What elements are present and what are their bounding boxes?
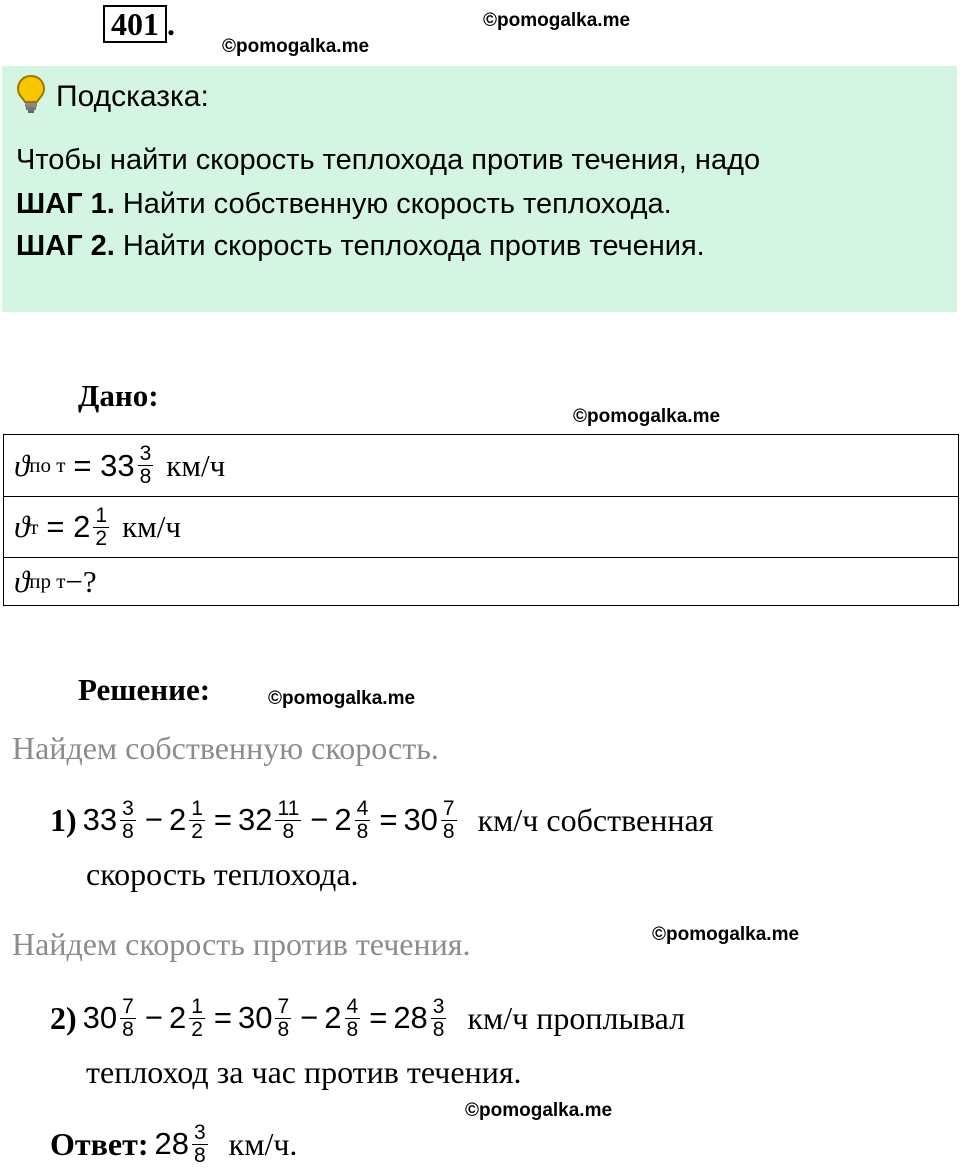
fraction: $\frac{3}{8}$ (139, 442, 152, 488)
operator: − (310, 802, 329, 837)
velocity-symbol: ϑ (14, 447, 30, 483)
fraction: $\frac{3}{8}$ (432, 994, 445, 1041)
velocity-symbol: ϑ (14, 509, 30, 544)
step-intro: Найдем собственную скорость. (12, 730, 439, 766)
unit: км/ч (166, 447, 226, 483)
watermark: ©pomogalka.me (573, 406, 721, 427)
fraction: $\frac{1}{2}$ (95, 503, 108, 550)
solution-step-2 (50, 990, 685, 1046)
watermark: ©pomogalka.me (465, 1100, 613, 1121)
hint-step-text: Найти собственную скорость теплохода. (114, 188, 672, 220)
whole-part: 30 (403, 802, 438, 837)
fraction: $\frac{7}{8}$ (122, 994, 134, 1041)
hint-step-1 (16, 188, 672, 221)
answer-line (50, 1118, 297, 1170)
given-table (3, 434, 959, 606)
task-number-dot: . (167, 6, 175, 42)
answer-label: Ответ: (50, 1125, 149, 1162)
hint-step-label: ШАГ 2. (16, 230, 115, 262)
operator: − (300, 1000, 319, 1035)
whole-part: 30 (82, 1000, 118, 1035)
whole-part: 2 (324, 1000, 342, 1035)
given-row (4, 435, 958, 497)
velocity-subscript: пр т (29, 569, 66, 593)
hint-step-label: ШАГ 1. (16, 188, 115, 220)
operator: = (369, 1000, 388, 1035)
unit: км/ч. (228, 1125, 298, 1162)
fraction: $\frac{1}{2}$ (191, 796, 203, 843)
whole-part: 28 (154, 1126, 189, 1161)
step-label: 2) (50, 999, 77, 1036)
velocity-symbol: ϑ (14, 563, 30, 599)
operator: − (144, 802, 163, 837)
velocity-subscript: по т (29, 453, 66, 477)
whole-part: 32 (237, 802, 273, 837)
fraction: $\frac{4}{8}$ (356, 796, 369, 843)
whole-part: 30 (237, 1000, 273, 1035)
given-row (4, 497, 958, 558)
fraction: $\frac{3}{8}$ (122, 796, 134, 843)
operator: = (213, 802, 232, 837)
step-tail: км/ч собственная (477, 801, 714, 838)
task-number (103, 4, 175, 44)
whole-part: 2 (168, 802, 187, 837)
hint-line: Чтобы найти скорость теплохода против течения, надо (16, 144, 761, 176)
whole-part: 33 (82, 802, 118, 837)
operator: − (144, 1000, 163, 1035)
solution-heading: Решение: (78, 672, 211, 707)
fraction: $\frac{1}{2}$ (191, 994, 203, 1041)
step-continuation: теплоход за час против течения. (86, 1054, 522, 1090)
lightbulb-icon (16, 74, 46, 119)
task-number-box: 401 (103, 5, 167, 43)
operator: = (379, 802, 398, 837)
step-tail: км/ч проплывал (467, 999, 686, 1036)
watermark: ©pomogalka.me (483, 10, 631, 31)
fraction: $\frac{7}{8}$ (277, 994, 290, 1041)
step-intro: Найдем скорость против течения. (12, 926, 471, 962)
hint-header (16, 74, 209, 119)
whole-part: 2 (168, 1000, 187, 1035)
hint-title: Подсказка: (56, 79, 209, 113)
whole-part: 2 (334, 802, 352, 837)
given-row (4, 558, 958, 605)
step-label: 1) (50, 801, 77, 838)
unknown-marker: −? (65, 563, 97, 599)
watermark: ©pomogalka.me (652, 924, 800, 945)
given-value: = 2 (46, 509, 91, 544)
hint-step-2 (16, 230, 705, 263)
given-heading: Дано: (78, 378, 159, 413)
hint-step-text: Найти скорость теплохода против течения. (114, 230, 705, 262)
watermark: ©pomogalka.me (268, 688, 416, 709)
fraction: $\frac{7}{8}$ (442, 796, 455, 843)
whole-part: 28 (393, 1000, 428, 1035)
fraction: $\frac{11}{8}$ (277, 796, 300, 843)
fraction: $\frac{3}{8}$ (193, 1120, 206, 1167)
unit: км/ч (122, 509, 181, 544)
step-continuation: скорость теплохода. (86, 856, 359, 892)
watermark: ©pomogalka.me (222, 36, 370, 57)
fraction: $\frac{4}{8}$ (346, 994, 359, 1041)
given-value: = 33 (73, 447, 135, 483)
operator: = (213, 1000, 232, 1035)
velocity-subscript: т (29, 514, 39, 539)
solution-step-1 (50, 792, 713, 848)
hint-panel (2, 66, 957, 312)
